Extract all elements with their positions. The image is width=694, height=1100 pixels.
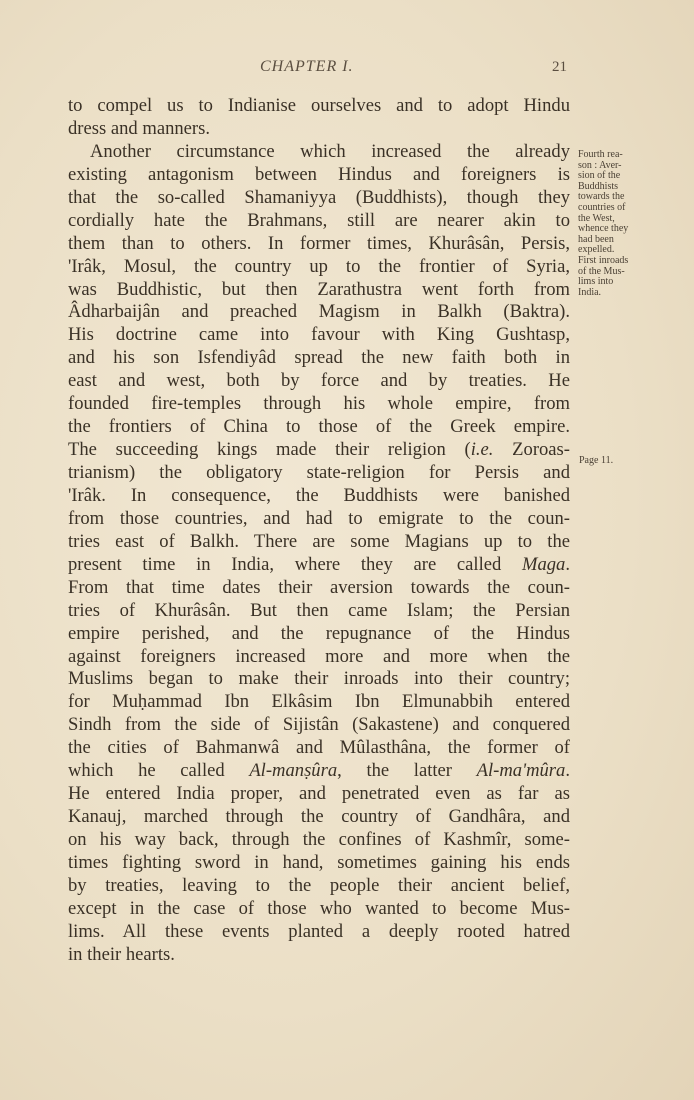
margin-note-line: sion of the	[578, 170, 621, 182]
text-line: the cities of Bahmanwâ and Mûlasthâna, the former of	[68, 737, 570, 759]
page-number: 21	[552, 59, 567, 75]
text-line: for Muḥammad Ibn Elkâsim Ibn Elmunabbih entered	[68, 691, 570, 713]
text-line: From that time dates their aversion towards the coun-	[68, 576, 570, 598]
text-line: which he called Al-manṣûra, the latter Al-ma'mûra.	[68, 760, 570, 782]
text-line: Muslims began to make their inroads into their country;	[68, 668, 570, 690]
text-line: Kanauj, marched through the country of Gandhâra, and	[68, 806, 570, 828]
text-line: Sindh from the side of Sijistân (Sakastene) and conquered	[68, 714, 570, 736]
text-line: existing antagonism between Hindus and foreigners is	[68, 163, 570, 185]
margin-note-line: whence they	[578, 223, 629, 235]
margin-note-line: son : Aver-	[578, 159, 622, 171]
text-line: them than to others. In former times, Khurâsân, Persis,	[68, 232, 570, 254]
text-line: The succeeding kings made their religion (i.e. Zoroas-	[68, 439, 570, 461]
text-line: and his son Isfendiyâd spread the new faith both in	[68, 347, 570, 369]
text-line: dress and manners.	[68, 117, 210, 139]
margin-note-line: Fourth rea-	[578, 149, 623, 160]
text-line: from those countries, and had to emigrate to the coun-	[68, 507, 570, 529]
margin-note-line: of the Mus-	[578, 265, 625, 277]
text-line: 'Irâk. In consequence, the Buddhists were banished	[68, 484, 570, 506]
margin-note	[578, 150, 658, 298]
text-line: present time in India, where they are called Maga.	[68, 553, 570, 575]
margin-note-line: India.	[578, 286, 602, 298]
text-line: by treaties, leaving to the people their ancient belief,	[68, 874, 570, 896]
text-line: in their hearts.	[68, 943, 175, 965]
text-line: founded fire-temples through his whole empire, from	[68, 393, 570, 415]
page-reference: Page 11.	[579, 455, 614, 466]
text-line: cordially hate the Brahmans, still are nearer akin to	[68, 209, 570, 231]
text-line: except in the case of those who wanted to become Mus-	[68, 897, 570, 919]
text-line: Another circumstance which increased the already	[90, 140, 570, 162]
text-line: 'Irâk, Mosul, the country up to the frontier of Syria,	[68, 255, 570, 277]
text-line: was Buddhistic, but then Zarathustra went forth from	[68, 278, 570, 300]
margin-note-line: lims into	[578, 276, 614, 288]
text-line: tries east of Balkh. There are some Magians up to the	[68, 530, 570, 552]
text-line: to compel us to Indianise ourselves and to adopt Hindu	[68, 95, 570, 116]
text-line: trianism) the obligatory state-religion for Persis and	[68, 462, 570, 483]
text-line: that the so-called Shamaniyya (Buddhists), though they	[68, 186, 570, 208]
text-line: Âdharbaijân and preached Magism in Balkh (Baktra).	[68, 301, 570, 323]
text-line: the frontiers of China to those of the Greek empire.	[68, 416, 570, 438]
text-line: east and west, both by force and by treaties. He	[68, 370, 570, 392]
text-line: He entered India proper, and penetrated even as far as	[68, 783, 570, 805]
body-text	[68, 95, 570, 967]
margin-note-line: the West,	[578, 212, 615, 224]
margin-note-line: countries of	[578, 201, 626, 213]
running-head-chapter: CHAPTER I.	[260, 58, 354, 75]
text-line: tries of Khurâsân. But then came Islam; the Persian	[68, 599, 570, 621]
text-line: lims. All these events planted a deeply rooted hatred	[68, 920, 570, 942]
text-line: times fighting sword in hand, sometimes gaining his ends	[68, 851, 570, 873]
text-line: empire perished, and the repugnance of the Hindus	[68, 622, 570, 644]
text-line: His doctrine came into favour with King Gushtasp,	[68, 324, 570, 346]
margin-note-line: towards the	[578, 191, 625, 203]
text-line: against foreigners increased more and more when the	[68, 645, 570, 667]
text-line: on his way back, through the confines of Kashmîr, some-	[68, 829, 570, 850]
margin-note-line: had been	[578, 233, 614, 245]
margin-note-line: Buddhists	[578, 180, 619, 192]
margin-note-line: First inroads	[578, 254, 629, 266]
margin-note-line: expelled.	[578, 244, 615, 256]
